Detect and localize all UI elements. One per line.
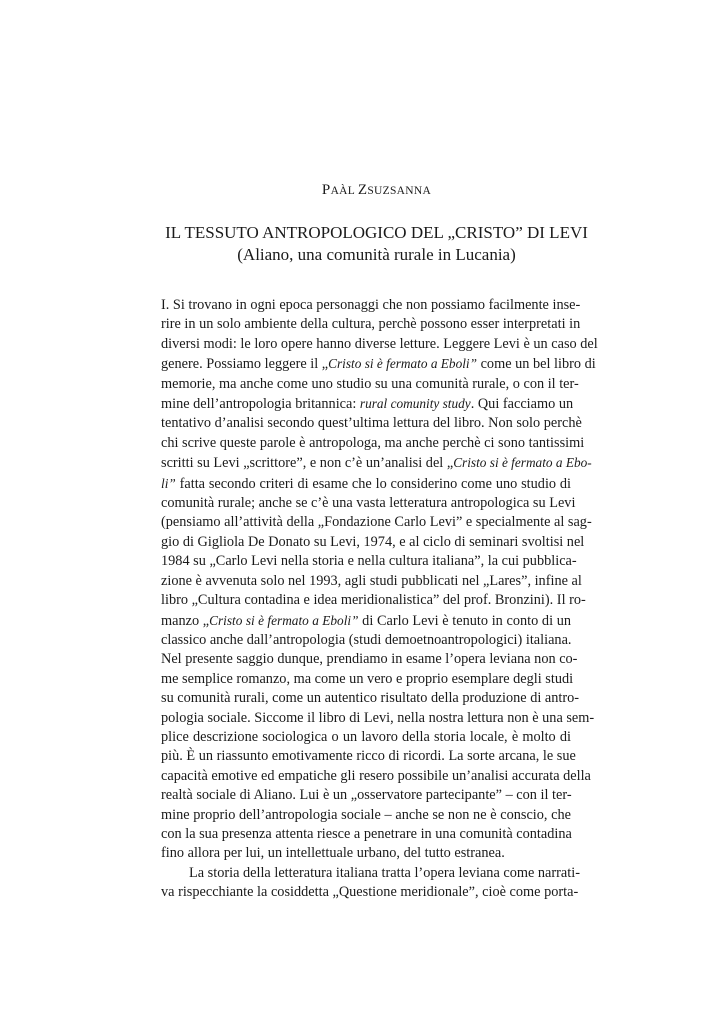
text-segment: capacità emotive ed empatiche gli resero possibile un’analisi accurata della bbox=[161, 767, 591, 784]
text-segment: plice descrizione sociologica o un lavoro della storia locale, è molto di bbox=[161, 728, 571, 745]
italic-title-reference: Cristo si è fermato a Eboli” bbox=[328, 356, 478, 372]
text-segment: mine proprio dell’antropologia sociale – anche se non ne è conscio, che bbox=[161, 806, 571, 823]
text-segment: con la sua presenza attenta riesce a penetrare in una comunità contadina bbox=[161, 825, 572, 842]
text-segment: manzo „ bbox=[161, 612, 210, 629]
text-line bbox=[161, 747, 576, 766]
text-line bbox=[161, 453, 592, 473]
text-line bbox=[161, 375, 579, 394]
text-segment: zione è avvenuta solo nel 1993, agli studi pubblicati nel „Lares”, infine al bbox=[161, 572, 582, 589]
text-segment: rire in un solo ambiente della cultura, perchè possono esser interpretati in bbox=[161, 316, 581, 333]
text-line bbox=[161, 414, 582, 433]
text-line bbox=[161, 394, 574, 414]
text-segment: genere. Possiamo leggere il „ bbox=[161, 356, 329, 373]
text-line bbox=[161, 335, 598, 354]
text-segment: su comunità rurali, come un autentico risultato della produzione di antro- bbox=[161, 690, 580, 707]
text-line bbox=[161, 552, 577, 571]
text-line bbox=[161, 767, 591, 786]
text-line bbox=[161, 728, 571, 747]
author-first-name-rest: AÀL bbox=[330, 185, 358, 197]
text-segment: . Qui facciamo un bbox=[470, 396, 574, 413]
author-last-name-rest: SUZSANNA bbox=[367, 185, 432, 197]
text-line bbox=[161, 591, 586, 610]
text-line bbox=[161, 689, 580, 708]
italic-title-reference: rural comunity study bbox=[359, 396, 471, 412]
text-segment: I. Si trovano in ogni epoca personaggi che non possiamo facilmente inse- bbox=[161, 297, 581, 313]
text-segment: tentativo d’analisi secondo quest’ultima lettura del libro. Non solo perchè bbox=[161, 415, 582, 432]
text-line bbox=[161, 844, 571, 863]
text-line bbox=[161, 572, 582, 591]
paragraph-1 bbox=[161, 296, 598, 864]
body-text bbox=[161, 296, 598, 903]
text-line bbox=[161, 650, 578, 669]
text-line bbox=[161, 296, 581, 315]
text-segment: di Carlo Levi è tenuto in conto di un bbox=[358, 612, 572, 629]
text-segment: fatta secondo criteri di esame che lo considerino come uno studio di bbox=[175, 475, 571, 492]
author-initial: P bbox=[321, 182, 331, 198]
text-line bbox=[161, 315, 581, 334]
text-segment: Nel presente saggio dunque, prendiamo in esame l’opera leviana non co- bbox=[161, 651, 578, 668]
article-subtitle: (Aliano, una comunità rurale in Lucania) bbox=[237, 245, 516, 264]
italic-title-reference: Cristo si è fermato a Ebo- bbox=[453, 455, 592, 471]
text-line bbox=[161, 434, 585, 453]
text-segment: mine dell’antropologia britannica: bbox=[161, 396, 360, 413]
text-segment: La storia della letteratura italiana tratta l’opera leviana come narrati- bbox=[189, 864, 580, 881]
text-segment: libro „Cultura contadina e idea meridionalistica” del prof. Bronzini). Il ro- bbox=[161, 592, 586, 609]
author-name bbox=[14, 182, 725, 199]
text-line bbox=[161, 786, 571, 805]
article-title: IL TESSUTO ANTROPOLOGICO DEL „CRISTO” DI LEVI bbox=[165, 223, 588, 242]
text-line bbox=[161, 474, 571, 494]
paragraph-2 bbox=[161, 864, 580, 903]
text-segment: comunità rurale; anche se c’è una vasta letteratura antropologica su Levi bbox=[161, 495, 576, 512]
text-segment: fino allora per lui, un intellettuale urbano, del tutto estranea. bbox=[161, 845, 505, 862]
text-segment: memorie, ma anche come uno studio su una comunità rurale, o con il ter- bbox=[161, 375, 579, 392]
text-segment: scritti su Levi „scrittore”, e non c’è un’analisi del „ bbox=[161, 455, 454, 472]
text-line bbox=[161, 611, 571, 631]
text-segment: (pensiamo all’attività della „Fondazione Carlo Levi” e specialmente al sag- bbox=[161, 514, 592, 531]
text-segment: più. È un riassunto emotivamente ricco di ricordi. La sorte arcana, le sue bbox=[161, 748, 576, 765]
text-line bbox=[161, 806, 571, 825]
text-segment: va rispecchiante la cosiddetta „Questione meridionale”, cioè come porta- bbox=[161, 884, 579, 901]
author-initial-2: Z bbox=[357, 182, 368, 198]
text-segment: chi scrive queste parole è antropologa, ma anche perchè ci sono tantissimi bbox=[161, 434, 585, 451]
title-block bbox=[14, 222, 725, 266]
text-segment: 1984 su „Carlo Levi nella storia e nella cultura italiana”, la cui pubblica- bbox=[161, 553, 577, 570]
text-segment: diversi modi: le loro opere hanno diverse letture. Leggere Levi è un caso del bbox=[161, 335, 598, 352]
text-segment: pologia sociale. Siccome il libro di Levi, nella nostra lettura non è una sem- bbox=[161, 709, 595, 726]
text-line bbox=[161, 670, 574, 689]
text-line bbox=[161, 494, 576, 513]
italic-title-reference: Cristo si è fermato a Eboli” bbox=[209, 612, 359, 628]
text-line bbox=[161, 825, 571, 844]
text-line bbox=[161, 864, 580, 883]
text-line bbox=[161, 354, 596, 374]
text-line bbox=[161, 533, 585, 552]
text-segment: gio di Gigliola De Donato su Levi, 1974, e al ciclo di seminari svoltisi nel bbox=[161, 533, 585, 550]
text-segment: classico anche dall’antropologia (studi demoetnoantropologici) italiana. bbox=[161, 631, 572, 648]
text-line bbox=[161, 513, 592, 532]
text-segment: come un bel libro di bbox=[477, 356, 596, 373]
text-segment: realtà sociale di Aliano. Lui è un „osservatore partecipante” – con il ter- bbox=[161, 787, 572, 804]
italic-title-reference: li” bbox=[161, 475, 176, 491]
text-line bbox=[161, 883, 579, 902]
text-segment: me semplice romanzo, ma come un vero e proprio esemplare degli studi bbox=[161, 670, 574, 687]
text-line bbox=[161, 709, 595, 728]
text-line bbox=[161, 631, 571, 650]
